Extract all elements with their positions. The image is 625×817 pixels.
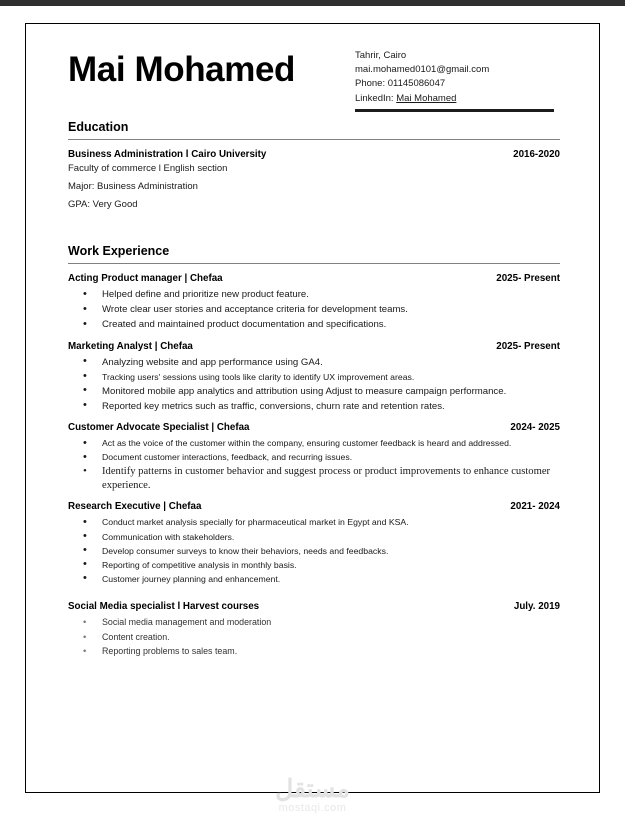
job-bullet: • Develop consumer surveys to know their behaviors, needs and feedbacks. (68, 545, 560, 558)
job-entry (68, 422, 560, 492)
contact-linkedin (355, 92, 560, 106)
job-bullet: • Act as the voice of the customer within the company, ensuring customer feedback is heard and addressed. (68, 437, 560, 450)
job-bullet: • Content creation. (68, 631, 560, 644)
job-date: 2025- Present (496, 340, 560, 352)
contact-block (355, 49, 560, 112)
job-bullet: • Document customer interactions, feedback, and recurring issues. (68, 451, 560, 464)
job-entry-head (68, 422, 560, 433)
job-bullet: • Wrote clear user stories and acceptance criteria for development teams. (68, 303, 560, 317)
job-bullet: • Social media management and moderation (68, 616, 560, 629)
job-role: Acting Product manager | Chefaa (68, 273, 223, 284)
job-bullet: • Helped define and prioritize new product feature. (68, 288, 560, 302)
contact-underline-rule (355, 109, 554, 112)
job-entry (68, 601, 560, 658)
education-degree: Business Administration l Cairo University (68, 149, 267, 160)
job-role: Customer Advocate Specialist | Chefaa (68, 422, 250, 434)
job-bullet: • Identify patterns in customer behavior and suggest process or product improvements to enhance customer experience. (68, 465, 560, 492)
job-bullet-list (68, 437, 560, 492)
linkedin-link[interactable]: Mai Mohamed (396, 92, 457, 104)
contact-email: mai.mohamed0101@gmail.com (355, 64, 490, 76)
job-bullet: • Reporting of competitive analysis in monthly basis. (68, 559, 560, 572)
education-heading: Education (68, 120, 129, 134)
job-bullet: • Reported key metrics such as traffic, conversions, churn rate and retention rates. (68, 400, 560, 414)
job-bullet-list (68, 356, 560, 414)
education-detail: Major: Business Administration (68, 181, 198, 192)
job-date: July. 2019 (513, 601, 560, 613)
job-bullet: • Communication with stakeholders. (68, 531, 560, 544)
watermark-latin-text: mostaqi.com (278, 802, 347, 814)
job-entry-head (68, 341, 560, 352)
contact-location: Tahrir, Cairo (355, 50, 407, 61)
job-date: 2021- 2024 (510, 501, 560, 513)
job-date: 2024- 2025 (510, 422, 560, 434)
job-entry (68, 341, 560, 414)
education-entry-head (68, 149, 560, 160)
resume-page (25, 23, 600, 814)
education-section (68, 120, 560, 214)
education-date: 2016-2020 (513, 149, 560, 160)
job-bullet: • Customer journey planning and enhancement. (68, 573, 560, 586)
resume-header (68, 42, 560, 120)
job-bullet: • Reporting problems to sales team. (68, 645, 560, 658)
linkedin-label: LinkedIn: (355, 92, 397, 104)
work-experience-divider (68, 263, 560, 264)
education-divider (68, 139, 560, 140)
education-detail: Faculty of commerce l English section (68, 163, 228, 174)
contact-phone: Phone: 01145086047 (355, 78, 446, 90)
job-role: Research Executive | Chefaa (68, 501, 202, 513)
job-date: 2025- Present (496, 273, 560, 284)
work-experience-heading: Work Experience (68, 244, 170, 258)
job-bullet: • Tracking users' sessions using tools like clarity to identify UX improvement areas. (68, 371, 560, 384)
job-bullet: • Created and maintained product documentation and specifications. (68, 318, 560, 332)
job-bullet: • Analyzing website and app performance using GA4. (68, 356, 560, 370)
work-experience-section (68, 244, 560, 658)
job-bullet-list (68, 616, 560, 658)
job-bullet: • Monitored mobile app analytics and attribution using Adjust to measure campaign performance. (68, 385, 560, 399)
education-detail: GPA: Very Good (68, 199, 138, 210)
top-dark-bar (0, 0, 625, 6)
job-entry-head (68, 501, 560, 512)
watermark (26, 776, 599, 815)
job-entry (68, 273, 560, 332)
resume-content (68, 42, 560, 660)
section-gap (68, 214, 560, 244)
job-entry-head (68, 273, 560, 284)
job-role: Marketing Analyst | Chefaa (68, 340, 193, 352)
job-bullet-list (68, 516, 560, 585)
candidate-name: Mai Mohamed (68, 50, 296, 89)
watermark-arabic-text: مستقل (275, 775, 350, 803)
job-entry-head (68, 601, 560, 612)
job-entry (68, 501, 560, 585)
job-role: Social Media specialist l Harvest courses (68, 601, 260, 613)
job-bullet-list (68, 288, 560, 332)
job-bullet: • Conduct market analysis specially for pharmaceutical market in Egypt and KSA. (68, 516, 560, 529)
